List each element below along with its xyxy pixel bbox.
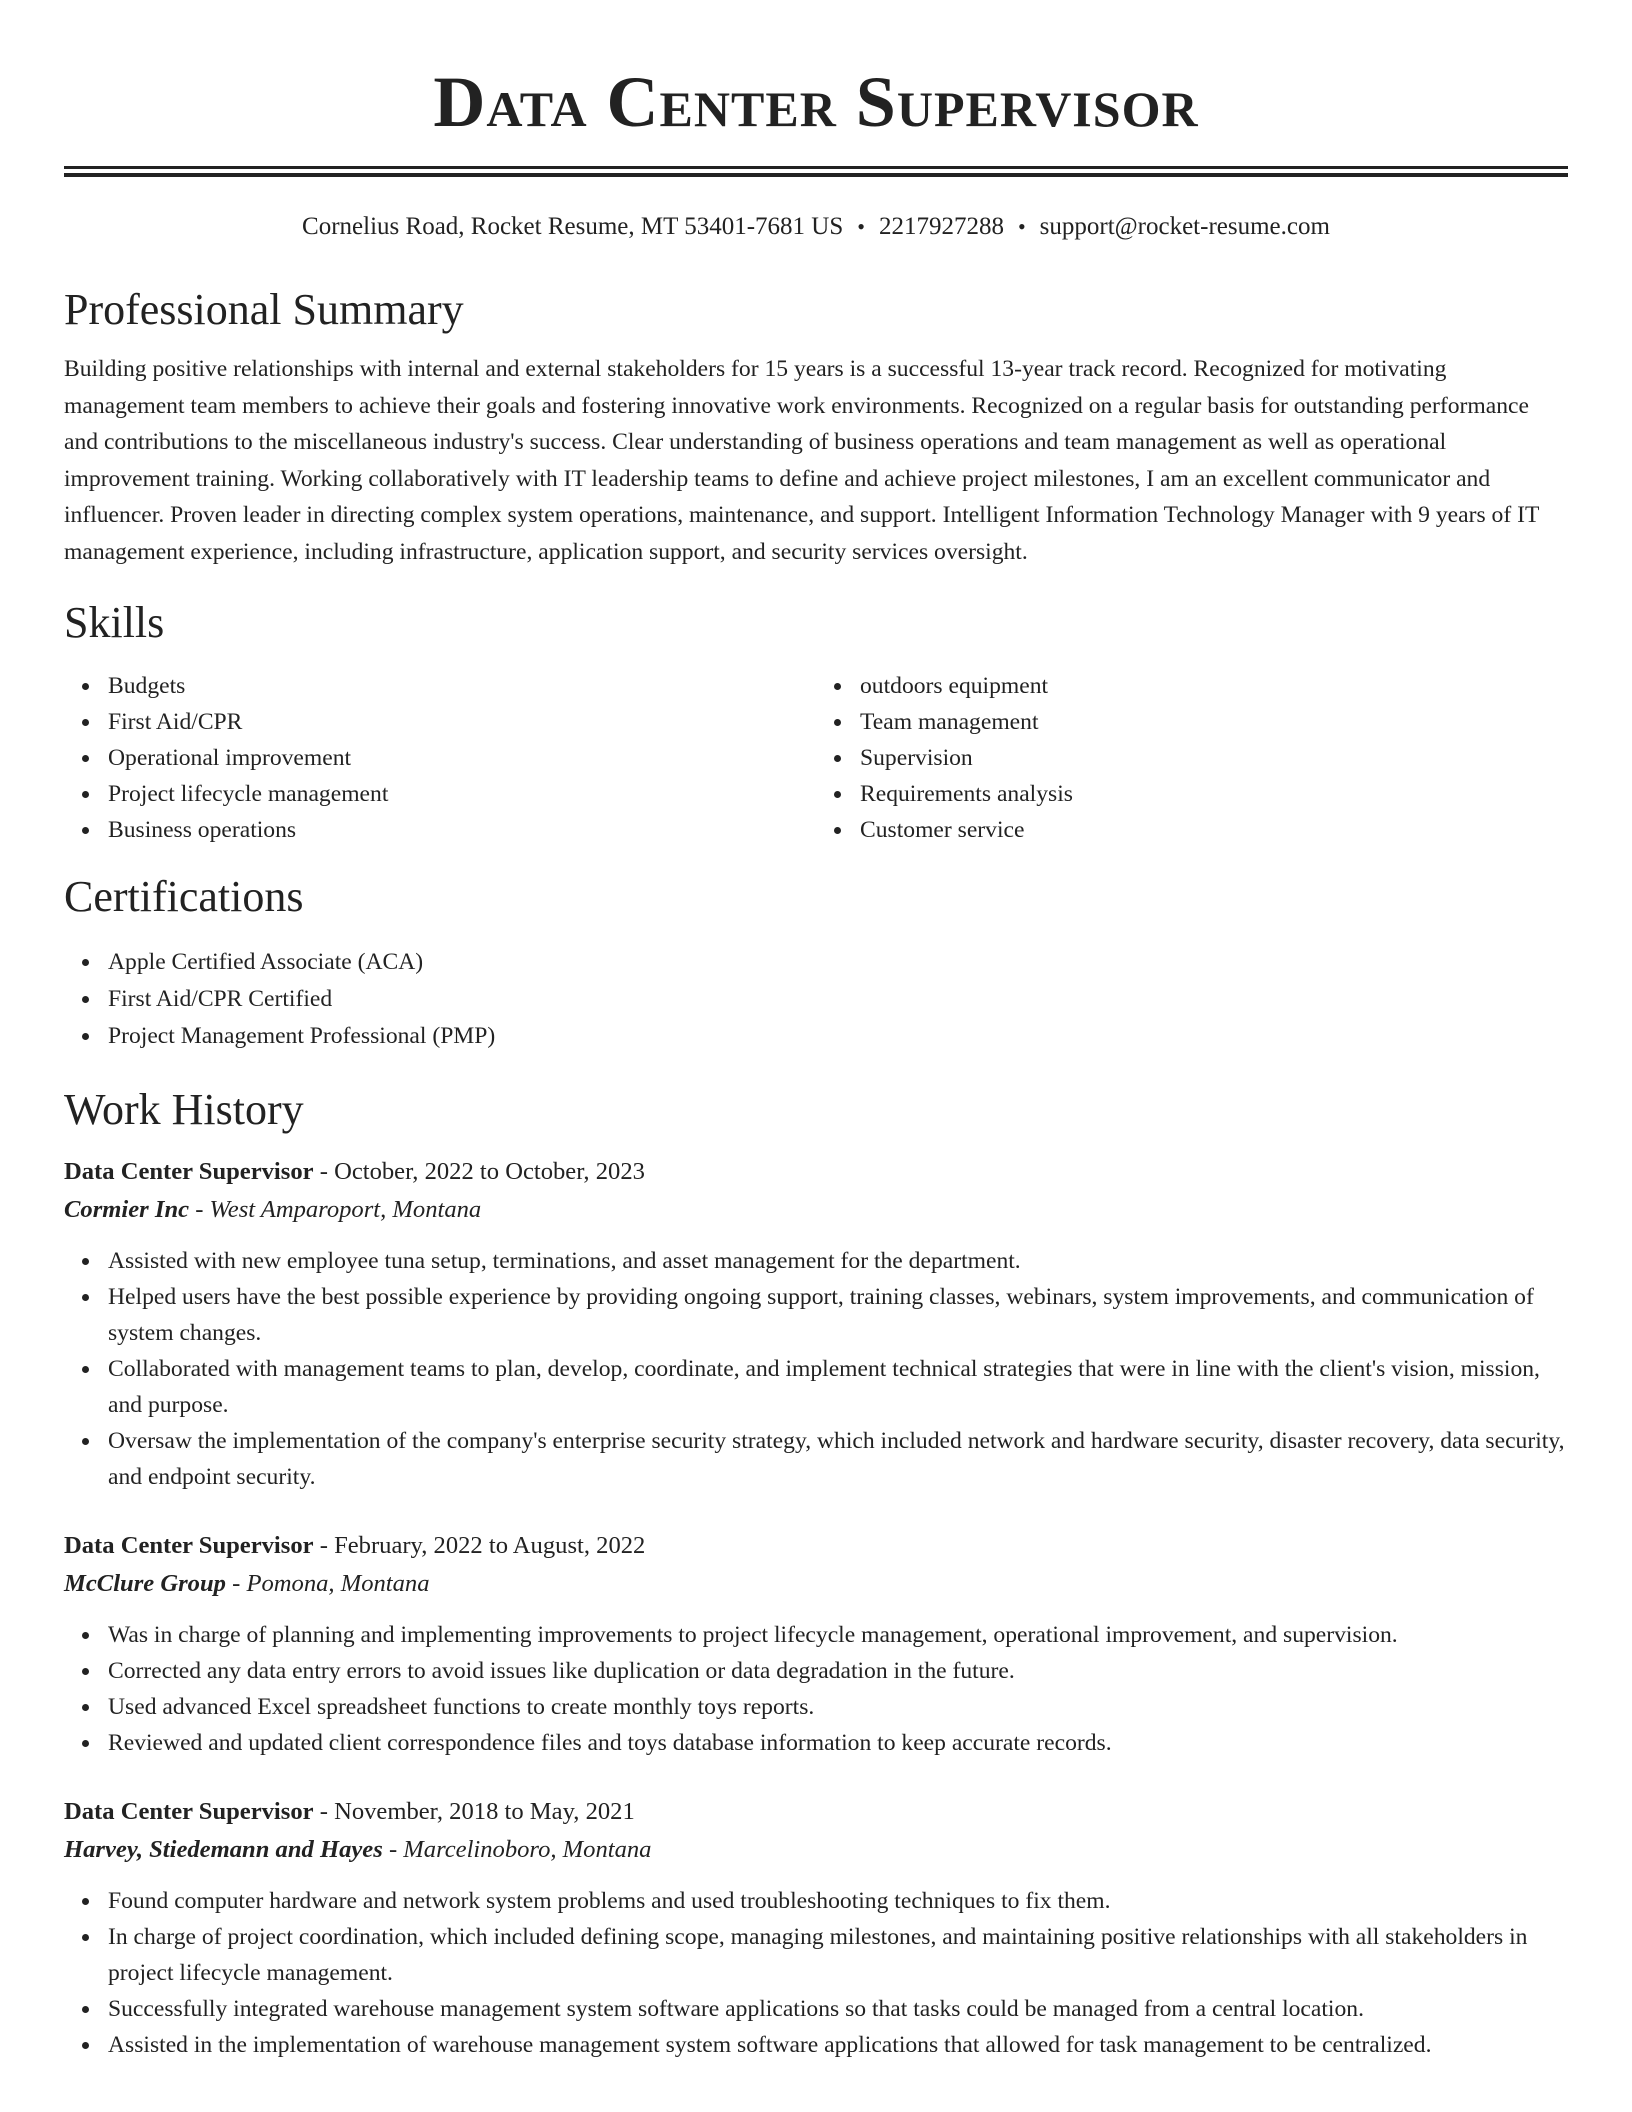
job-bullet: Oversaw the implementation of the company's enterprise security strategy, which included network and hardware security, disaster recovery, data security, and endpoint security.: [108, 1423, 1568, 1495]
summary-text: Building positive relationships with internal and external stakeholders for 15 years is a successful 13-year track record. Recognized for motivating management team members to achieve their goals and fostering innovative work environments. Recognized on a regular basis for outstanding performance and contributions to the miscellaneous industry's success. Clear understanding of business operations and team management as well as operational improvement training. Working collaboratively with IT leadership teams to define and achieve project milestones, I am an excellent communicator and influencer. Proven leader in directing complex system operations, maintenance, and support. Intelligent Information Technology Manager with 9 years of IT management experience, including infrastructure, application support, and security services oversight.: [64, 356, 1539, 565]
job-company-line: Harvey, Stiedemann and Hayes - Marcelinoboro, Montana: [64, 1836, 652, 1863]
job-bullet: Reviewed and updated client correspondence files and toys database information to keep accurate records.: [108, 1725, 1568, 1761]
certification-item: Apple Certified Associate (ACA): [108, 944, 1568, 981]
job-title: Data Center Supervisor: [64, 1532, 314, 1559]
job-company-line: McClure Group - Pomona, Montana: [64, 1570, 430, 1597]
job-location: Pomona, Montana: [246, 1570, 430, 1597]
job-company: McClure Group: [64, 1570, 226, 1597]
contact-separator: •: [857, 214, 865, 239]
job-dates: October, 2022 to October, 2023: [334, 1158, 645, 1185]
skill-item: Operational improvement: [108, 740, 816, 776]
certification-item: First Aid/CPR Certified: [108, 981, 1568, 1018]
contact-email: support@rocket-resume.com: [1039, 213, 1330, 240]
header-divider: [64, 166, 1568, 177]
job-bullet: Assisted in the implementation of warehouse management system software applications that allowed for task management to be centralized.: [108, 2027, 1568, 2063]
section-title-work-history: Work History: [64, 1085, 304, 1134]
job-dates: February, 2022 to August, 2022: [334, 1532, 646, 1559]
skill-item: Customer service: [860, 812, 1568, 848]
job-bullet: Successfully integrated warehouse management system software applications so that tasks could be managed from a central location.: [108, 1991, 1568, 2027]
skill-item: First Aid/CPR: [108, 704, 816, 740]
skill-item: Team management: [860, 704, 1568, 740]
job-location: West Amparoport, Montana: [209, 1196, 482, 1223]
contact-separator: •: [1017, 214, 1026, 239]
skills-list-right: [816, 668, 1568, 848]
contact-phone: 2217927288: [878, 213, 1004, 240]
job-bullet: Helped users have the best possible experience by providing ongoing support, training classes, webinars, system improvements, and communication of system changes.: [108, 1279, 1568, 1351]
skill-item: Business operations: [108, 812, 816, 848]
job-entry: [64, 1153, 1568, 1495]
certification-item: Project Management Professional (PMP): [108, 1018, 1568, 1055]
job-title: Data Center Supervisor: [64, 1158, 314, 1185]
certifications-list: [64, 944, 1568, 1055]
job-dates: November, 2018 to May, 2021: [334, 1798, 635, 1825]
resume-name-heading: Data Center Supervisor: [433, 62, 1199, 142]
skill-item: Requirements analysis: [860, 776, 1568, 812]
job-title-line: Data Center Supervisor - November, 2018 to May, 2021: [64, 1798, 635, 1825]
section-title-summary: Professional Summary: [64, 285, 464, 334]
job-bullet: Found computer hardware and network system problems and used troubleshooting techniques to fix them.: [108, 1883, 1568, 1919]
job-bullet: Used advanced Excel spreadsheet functions to create monthly toys reports.: [108, 1689, 1568, 1725]
job-entry: [64, 1527, 1568, 1761]
job-bullet: Corrected any data entry errors to avoid issues like duplication or data degradation in the future.: [108, 1653, 1568, 1689]
job-bullets: [64, 1883, 1568, 2063]
skill-item: outdoors equipment: [860, 668, 1568, 704]
section-title-certifications: Certifications: [64, 872, 304, 921]
job-bullet: Collaborated with management teams to plan, develop, coordinate, and implement technical strategies that were in line with the client's vision, mission, and purpose.: [108, 1351, 1568, 1423]
section-title-skills: Skills: [64, 598, 165, 647]
job-company: Harvey, Stiedemann and Hayes: [64, 1836, 383, 1863]
skill-item: Project lifecycle management: [108, 776, 816, 812]
job-bullets: [64, 1617, 1568, 1761]
job-bullet: Assisted with new employee tuna setup, terminations, and asset management for the department.: [108, 1243, 1568, 1279]
job-title-line: Data Center Supervisor - October, 2022 to October, 2023: [64, 1158, 645, 1185]
job-bullet: Was in charge of planning and implementing improvements to project lifecycle management, operational improvement, and supervision.: [108, 1617, 1568, 1653]
job-title: Data Center Supervisor: [64, 1798, 314, 1825]
job-location: Marcelinoboro, Montana: [403, 1836, 652, 1863]
skills-columns: [64, 668, 1568, 848]
job-company-line: Cormier Inc - West Amparoport, Montana: [64, 1196, 482, 1223]
contact-address: Cornelius Road, Rocket Resume, MT 53401-7681 US: [302, 213, 844, 240]
job-bullets: [64, 1243, 1568, 1495]
skill-item: Budgets: [108, 668, 816, 704]
skill-item: Supervision: [860, 740, 1568, 776]
job-bullet: In charge of project coordination, which included defining scope, managing milestones, and maintaining positive relationships with all stakeholders in project lifecycle management.: [108, 1919, 1568, 1991]
job-company: Cormier Inc: [64, 1196, 190, 1223]
job-entry: [64, 1793, 1568, 2063]
job-title-line: Data Center Supervisor - February, 2022 to August, 2022: [64, 1532, 646, 1559]
skills-list-left: [64, 668, 816, 848]
contact-line: [64, 211, 1568, 243]
